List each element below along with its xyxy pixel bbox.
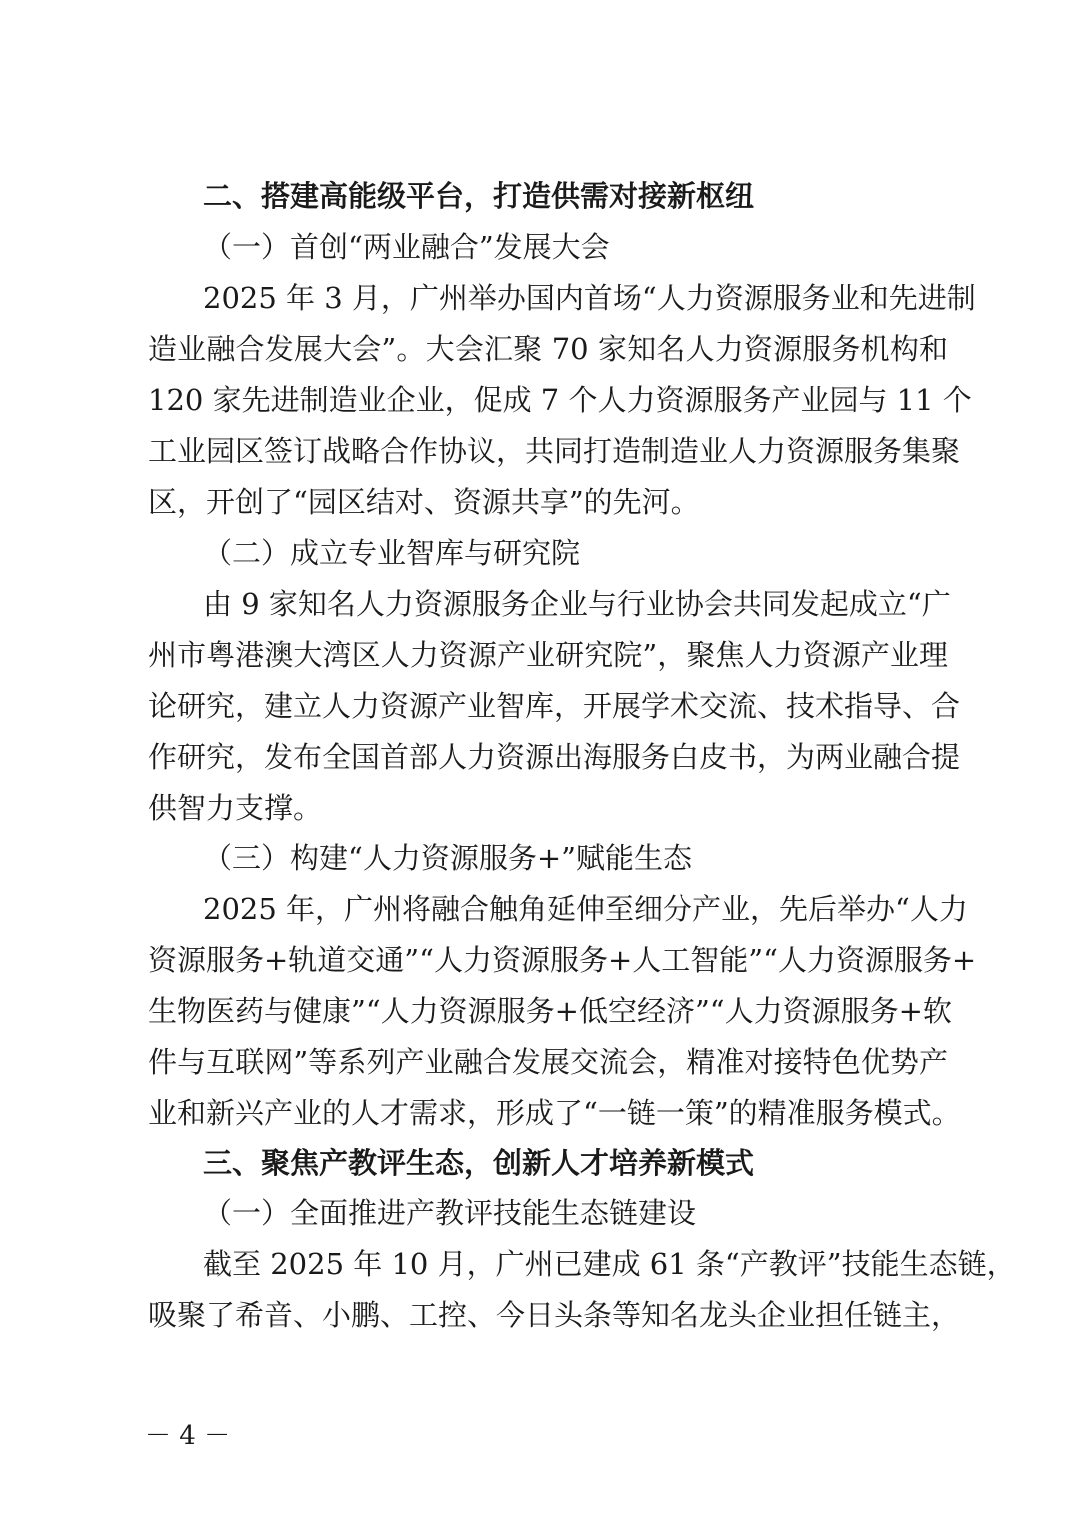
paragraph-line: 业和新兴产业的人才需求，形成了“一链一策”的精准服务模式。	[148, 1096, 961, 1130]
paragraph-line: 截至 2025 年 10 月，广州已建成 61 条“产教评”技能生态链，	[203, 1247, 1016, 1281]
paragraph-line: 资源服务+轨道交通”“人力资源服务+人工智能”“人力资源服务+	[148, 943, 977, 977]
paragraph-line: 2025 年 3 月，广州举办国内首场“人力资源服务业和先进制	[203, 281, 976, 315]
paragraph-line: 工业园区签订战略合作协议，共同打造制造业人力资源服务集聚	[148, 434, 961, 468]
section-2-heading: 二、搭建高能级平台，打造供需对接新枢纽	[203, 179, 755, 213]
section-3-heading: 三、聚焦产教评生态，创新人才培养新模式	[203, 1146, 755, 1180]
paragraph-line: 州市粤港澳大湾区人力资源产业研究院”，聚焦人力资源产业理	[148, 638, 948, 672]
paragraph-line: 生物医药与健康”“人力资源服务+低空经济”“人力资源服务+软	[148, 994, 952, 1028]
page-number: － 4 －	[145, 1421, 231, 1451]
section-2-sub-1-title: （一）首创“两业融合”发展大会	[203, 230, 610, 264]
paragraph-line: 作研究，发布全国首部人力资源出海服务白皮书，为两业融合提	[148, 740, 961, 774]
paragraph-line: 2025 年，广州将融合触角延伸至细分产业，先后举办“人力	[203, 892, 968, 926]
paragraph-line: 论研究，建立人力资源产业智库，开展学术交流、技术指导、合	[148, 689, 961, 723]
section-3-sub-1-title: （一）全面推进产教评技能生态链建设	[203, 1196, 697, 1230]
paragraph-line: 造业融合发展大会”。大会汇聚 70 家知名人力资源服务机构和	[148, 332, 948, 366]
section-2-sub-3-title: （三）构建“人力资源服务+”赋能生态	[203, 841, 692, 875]
paragraph-line: 由 9 家知名人力资源服务企业与行业协会共同发起成立“广	[203, 587, 951, 621]
paragraph-line: 120 家先进制造业企业，促成 7 个人力资源服务产业园与 11 个	[148, 383, 972, 417]
section-2-sub-2-title: （二）成立专业智库与研究院	[203, 536, 581, 570]
paragraph-line: 区，开创了“园区结对、资源共享”的先河。	[148, 485, 700, 519]
paragraph-line: 吸聚了希音、小鹏、工控、今日头条等知名龙头企业担任链主，	[148, 1298, 961, 1332]
paragraph-line: 件与互联网”等系列产业融合发展交流会，精准对接特色优势产	[148, 1045, 948, 1079]
paragraph-line: 供智力支撑。	[148, 791, 323, 825]
